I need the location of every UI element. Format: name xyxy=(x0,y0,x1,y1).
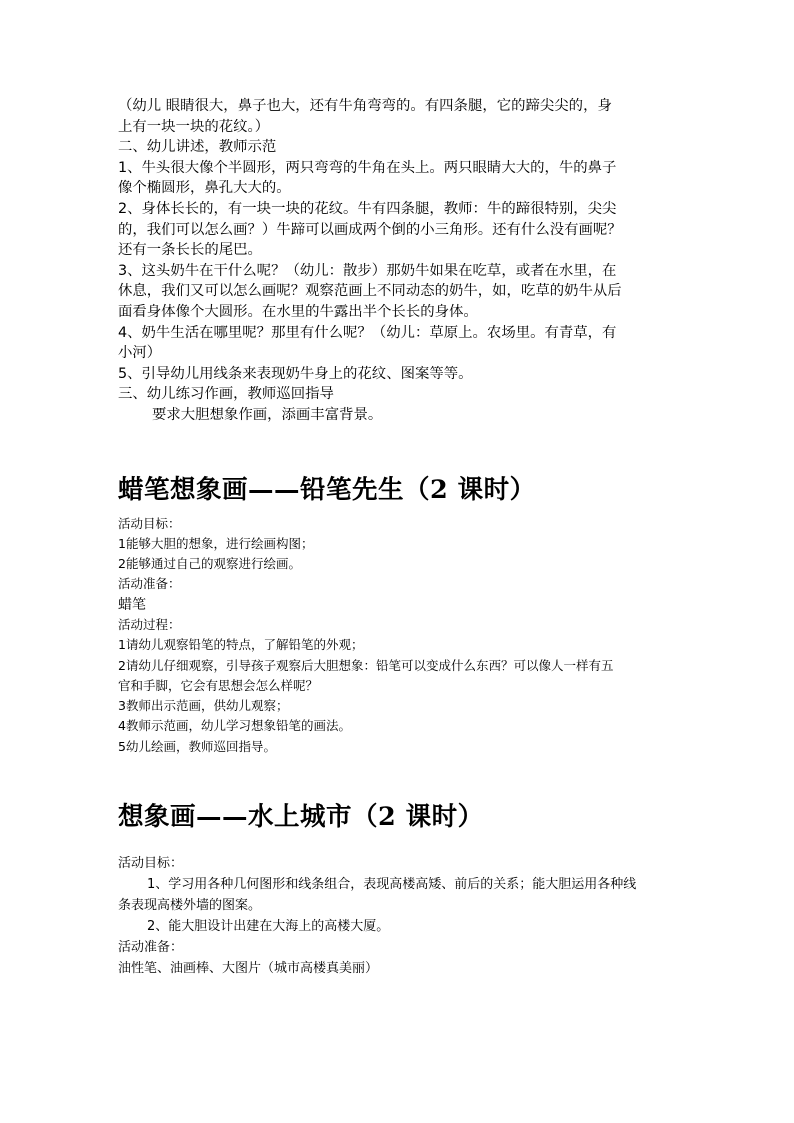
process-item: 4教师示范画，幼儿学习想象铅笔的画法。 xyxy=(118,718,351,734)
goal-item: 2、能大胆设计出建在大海上的高楼大厦。 xyxy=(147,919,390,935)
text-line: 小河） xyxy=(118,345,162,362)
prep-label: 活动准备： xyxy=(118,576,181,592)
text-line: 面看身体像个大圆形。在水里的牛露出半个长长的身体。 xyxy=(118,303,478,320)
text-line: 二、幼儿讲述，教师示范 xyxy=(118,139,277,156)
text-line: （幼儿 眼睛很大，鼻子也大，还有牛角弯弯的。有四条腿，它的蹄尖尖的，身 xyxy=(118,98,612,114)
text-line: 休息，我们又可以怎么画呢？观察范画上不同动态的奶牛，如，吃草的奶牛从后 xyxy=(118,283,622,300)
process-item: 2请幼儿仔细观察，引导孩子观察后大胆想象：铅笔可以变成什么东西？可以像人一样有五 xyxy=(118,657,614,673)
prep-value: 蜡笔 xyxy=(118,596,146,613)
process-item: 官和手脚，它会有思想会怎么样呢？ xyxy=(118,677,319,693)
process-label: 活动过程： xyxy=(118,616,181,632)
text-line: 上有一块一块的花纹。） xyxy=(118,118,270,135)
text-line: 三、幼儿练习作画，教师巡回指导 xyxy=(118,386,334,403)
goal-label: 活动目标： xyxy=(118,515,181,531)
goal-item: 2能够通过自己的观察进行绘画。 xyxy=(118,556,301,572)
text-line: 2、身体长长的，有一块一块的花纹。牛有四条腿，教师：牛的蹄很特别，尖尖 xyxy=(118,200,617,217)
prep-value: 油性笔、油画棒、大图片（城市高楼真美丽） xyxy=(118,961,379,977)
section-pencil-body xyxy=(118,514,684,758)
goal-item: 1能够大胆的想象，进行绘画构图； xyxy=(118,535,314,551)
document-page xyxy=(118,96,684,979)
goal-label: 活动目标： xyxy=(118,856,184,872)
section-title-water-city: 想象画——水上城市（2 课时） xyxy=(118,802,484,833)
text-line: 4、奶牛生活在哪里呢？那里有什么呢？（幼儿：草原上。农场里。有青草，有 xyxy=(118,324,617,341)
text-line: 1、牛头很大像个半圆形，两只弯弯的牛角在头上。两只眼睛大大的，牛的鼻子 xyxy=(118,159,617,176)
goal-item-cont: 条表现高楼外墙的图案。 xyxy=(118,898,262,914)
text-line: 5、引导幼儿用线条来表现奶牛身上的花纹、图案等等。 xyxy=(118,365,473,382)
process-item: 1请幼儿观察铅笔的特点，了解铅笔的外观； xyxy=(118,637,364,653)
text-line: 的，我们可以怎么画？）牛蹄可以画成两个倒的小三角形。还有什么没有画呢？ xyxy=(118,221,622,238)
text-line: 还有一条长长的尾巴。 xyxy=(118,242,262,259)
goal-item: 1、学习用各种几何图形和线条组合，表现高楼高矮、前后的关系；能大胆运用各种线 xyxy=(147,877,637,893)
process-item: 5幼儿绘画，教师巡回指导。 xyxy=(118,738,276,754)
text-line: 像个椭圆形，鼻孔大大的。 xyxy=(118,180,291,197)
section-water-city-body xyxy=(118,853,684,979)
section-title-pencil: 蜡笔想象画——铅笔先生（2 课时） xyxy=(118,474,536,505)
text-line-indented: 要求大胆想象作画，添画丰富背景。 xyxy=(152,406,383,423)
prep-label: 活动准备： xyxy=(118,940,184,956)
text-line: 3、这头奶牛在干什么呢？（幼儿：散步）那奶牛如果在吃草，或者在水里，在 xyxy=(118,262,617,279)
process-item: 3教师出示范画，供幼儿观察； xyxy=(118,698,289,714)
section-cow-drawing xyxy=(118,96,684,426)
